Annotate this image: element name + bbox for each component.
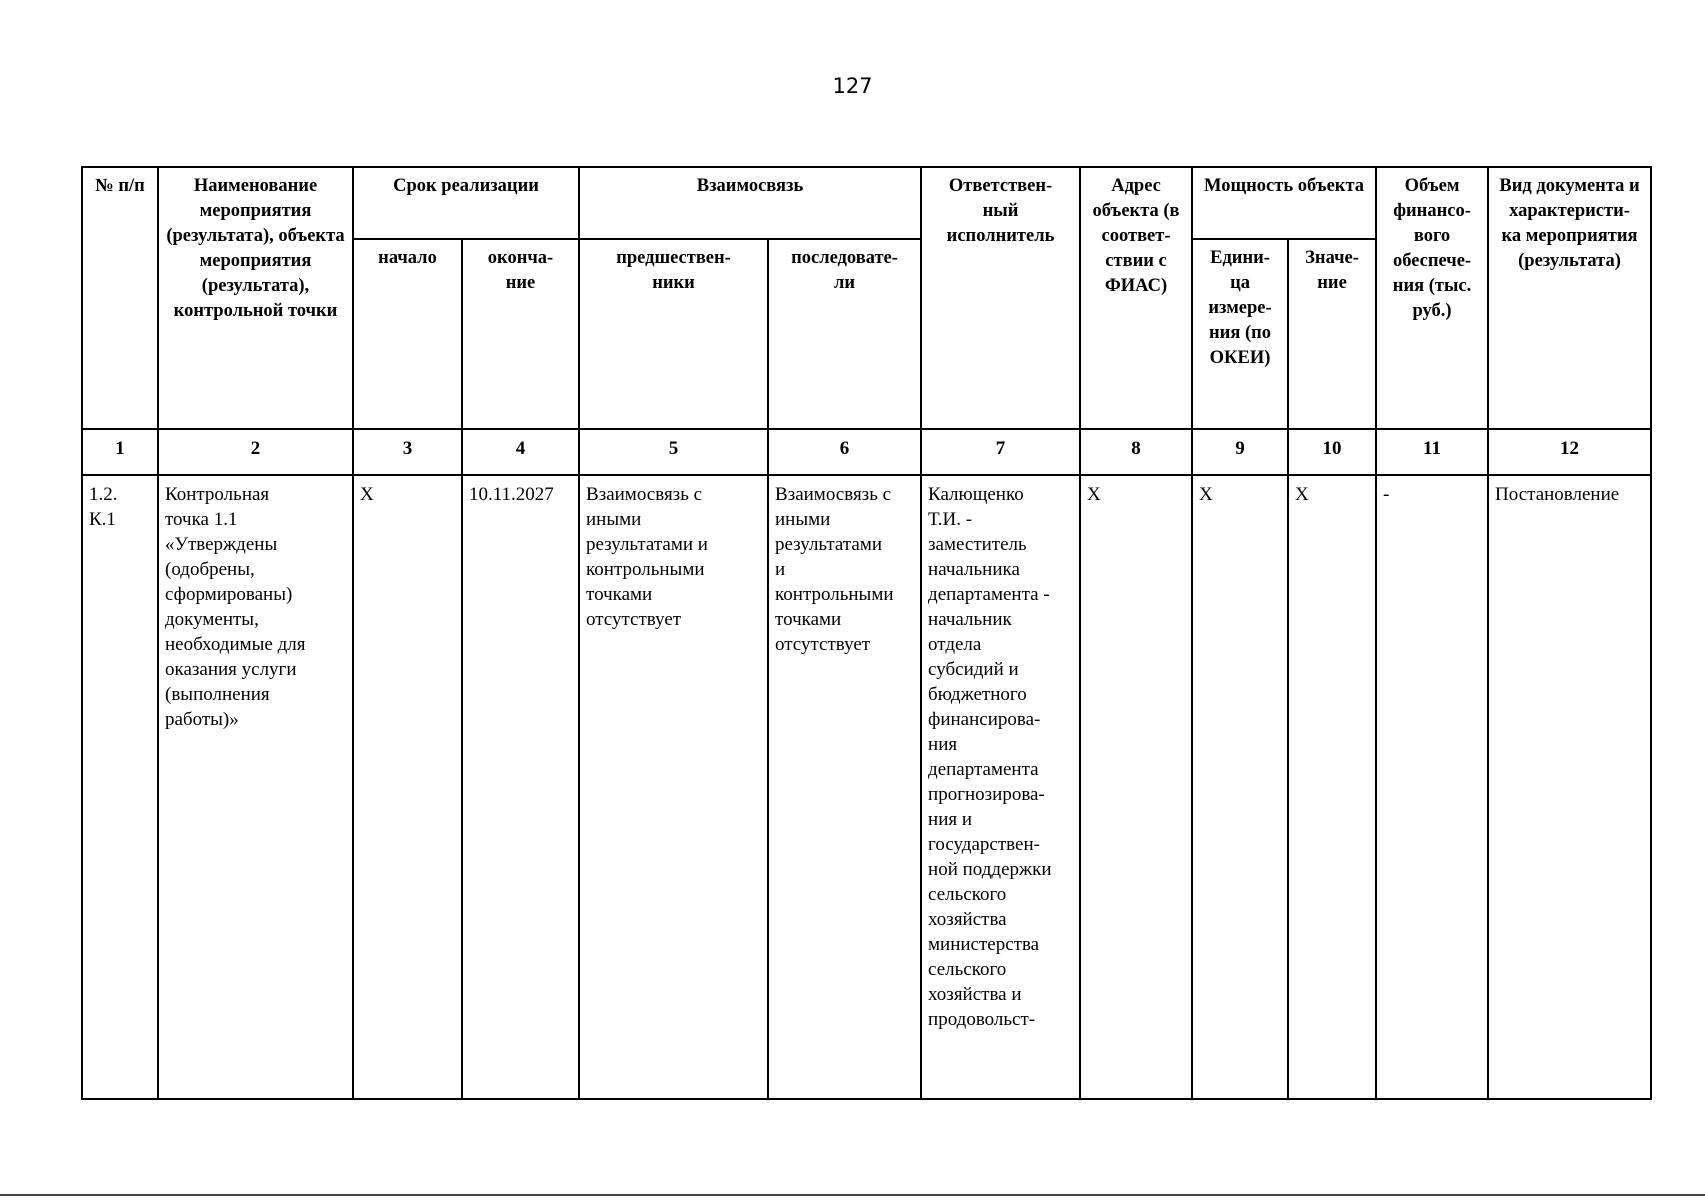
row-end-cell: 10.11.2027: [462, 475, 579, 1099]
activities-table: [81, 166, 1652, 1100]
header-term-start: начало: [353, 239, 462, 429]
header-row-top: [82, 167, 1651, 239]
column-number: 4: [462, 429, 579, 475]
row-address-cell: X: [1080, 475, 1192, 1099]
column-number: 7: [921, 429, 1080, 475]
column-number: 1: [82, 429, 158, 475]
column-number: 5: [579, 429, 768, 475]
row-num-cell: 1.2. К.1: [82, 475, 158, 1099]
column-number: 3: [353, 429, 462, 475]
column-number: 8: [1080, 429, 1192, 475]
header-num: № п/п: [82, 167, 158, 429]
row-name-cell: Контрольная точка 1.1 «Утверждены (одобрены, сформированы) документы, необходимые для оказания услуги (выполнения работы)»: [158, 475, 353, 1099]
header-rel-next: последовате- ли: [768, 239, 921, 429]
bottom-divider: [0, 1194, 1705, 1196]
column-number: 6: [768, 429, 921, 475]
page-number: 127: [832, 74, 873, 98]
row-finance-cell: -: [1376, 475, 1488, 1099]
header-term: Срок реализации: [353, 167, 579, 239]
row-start-cell: X: [353, 475, 462, 1099]
column-number: 12: [1488, 429, 1651, 475]
row-responsible-cell: Калющенко Т.И. - заместитель начальника департамента - начальник отдела субсидий и бюджетного финансирова- ния департамента прогнозирова- ния и государствен- ной поддержки сельского хозяйства министерства сельского хозяйства и продовольст-: [921, 475, 1080, 1099]
header-finance: Объем финансо- вого обеспече- ния (тыс. руб.): [1376, 167, 1488, 429]
table-row: [82, 475, 1651, 1099]
header-rel-prev: предшествен- ники: [579, 239, 768, 429]
header-responsible: Ответствен- ный исполнитель: [921, 167, 1080, 429]
row-next-cell: Взаимосвязь с иными результатами и контрольными точками отсутствует: [768, 475, 921, 1099]
header-cap-value: Значе- ние: [1288, 239, 1376, 429]
column-number: 9: [1192, 429, 1288, 475]
row-doc-type-cell: Постановление: [1488, 475, 1651, 1099]
header-doc-type: Вид документа и характеристи- ка мероприятия (результата): [1488, 167, 1651, 429]
column-number: 10: [1288, 429, 1376, 475]
row-unit-cell: X: [1192, 475, 1288, 1099]
row-value-cell: X: [1288, 475, 1376, 1099]
header-address: Адрес объекта (в соответ- ствии с ФИАС): [1080, 167, 1192, 429]
row-prev-cell: Взаимосвязь с иными результатами и контрольными точками отсутствует: [579, 475, 768, 1099]
header-cap-unit: Едини- ца измере- ния (по ОКЕИ): [1192, 239, 1288, 429]
header-name: Наименование мероприятия (результата), объекта мероприятия (результата), контрольной точки: [158, 167, 353, 429]
column-number-row: [82, 429, 1651, 475]
header-relation: Взаимосвязь: [579, 167, 921, 239]
header-capacity: Мощность объекта: [1192, 167, 1376, 239]
header-term-end: оконча- ние: [462, 239, 579, 429]
column-number: 2: [158, 429, 353, 475]
column-number: 11: [1376, 429, 1488, 475]
